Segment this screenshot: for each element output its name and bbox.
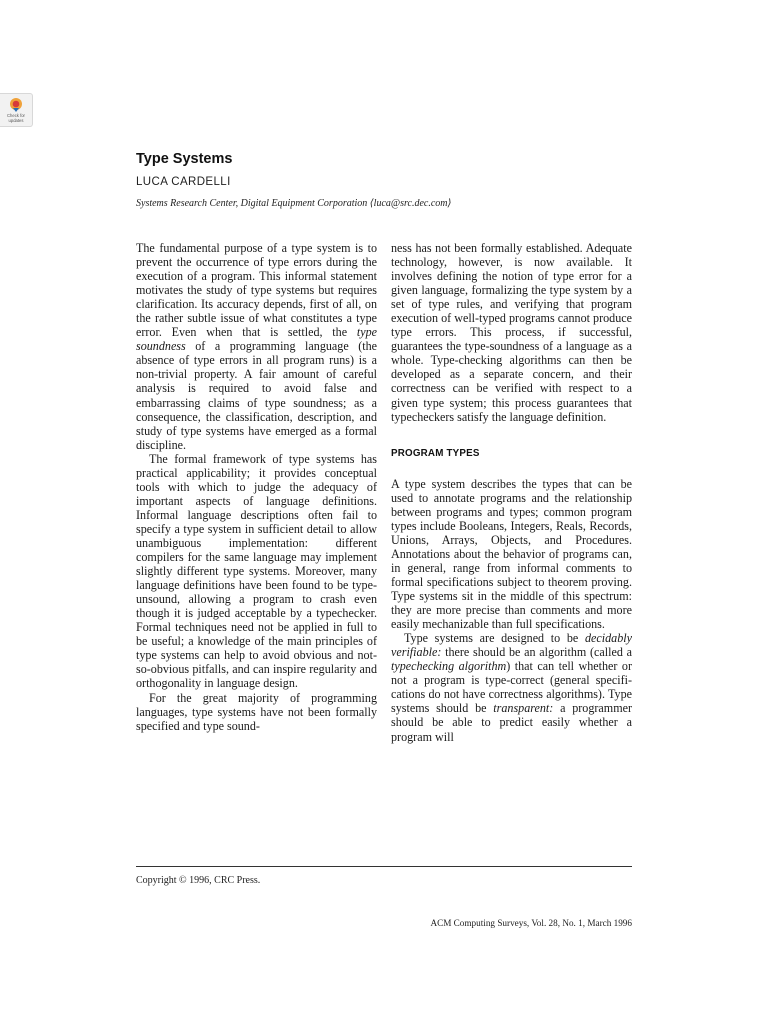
check-for-updates-badge[interactable] [0,93,33,127]
journal-citation: ACM Computing Surveys, Vol. 28, No. 1, March 1996 [430,918,632,928]
paragraph: For the great majority of programming languages, type systems have not been formally specified and type sound- [136,690,377,733]
emphasis: transparent: [493,701,554,716]
paragraph [391,631,632,743]
copyright-notice: Copyright © 1996, CRC Press. [136,875,261,886]
emphasis: decidably verifiable: [391,631,632,660]
emphasis: typechecking algorithm [391,659,507,674]
badge-label-line1: Check for [7,113,25,118]
update-ribbon-icon [8,97,24,113]
text-run: there should be an algorithm (called a [441,645,632,660]
paragraph [136,241,377,452]
text-run: ) that can tell whether or not a program is type-correct (general specifications do not have correctness algorithms). Type systems should be [391,659,632,716]
text-run: Type systems are designed to be [404,631,585,646]
paragraph: ness has not been formally established. Adequate technology, however, is now available. It involves defining the notion of type error for a given language, formalizing the type system by a set of type rules, and verifying that program execution of well-typed programs cannot produce type errors. This process, if successful, guarantees the type-soundness of a language as a whole. Type-checking algorithms can then be developed as a separate concern, and their correctness can be verified with respect to a given type system; this process guarantees that typecheckers satisfy the language definition. [391,241,632,424]
text-run: The fundamental purpose of a type system is to prevent the occurrence of type errors during the execution of a program. This informal statement motivates the study of type systems but requires clarification. Its accuracy depends, first of all, on the rather subtle issue of what constitutes a type error. Even when that is settled, the [136,241,377,340]
author-name: LUCA CARDELLI [136,176,231,188]
author-affiliation: Systems Research Center, Digital Equipment Corporation ⟨luca@src.dec.com⟩ [136,198,452,209]
left-column [136,241,377,733]
footer-divider [136,866,632,867]
paragraph: The formal framework of type systems has practical applicability; it provides conceptual tools with which to judge the adequacy of important aspects of language definitions. Informal language descriptions often fail to specify a type system in sufficient detail to allow unambiguous implementation: different compilers for the same language may implement slightly different type systems. Moreover, many language definitions have been found to be type-unsound, allowing a program to crash even though it is judged acceptable by a typechecker. Formal techniques need not be applied in full to be useful; a knowledge of the main principles of type systems can help to avoid obvious and not-so-obvious pitfalls, and can inspire regularity and orthogonality in language design. [136,451,377,691]
paragraph: A type system describes the types that can be used to annotate programs and the relationship between programs and types; common program types include Booleans, Integers, Reals, Records, Unions, Arrays, Objects, and Procedures. Annotations about the behavior of programs can, in general, range from informal comments to formal specifications subject to theorem proving. Type systems sit in the middle of this spectrum: they are more precise than comments and more easily mechanizable than full specifications. [391,476,632,632]
section-heading: PROGRAM TYPES [391,447,480,459]
text-run: a programmer should be able to predict easily whether a program will [391,701,632,744]
article-title: Type Systems [136,151,233,167]
badge-label [0,114,32,123]
text-run: of a programming language (the absence of type errors in all program runs) is a non-trivial property. A fair amount of careful analysis is required to avoid false and embarrassing claims of type soundness; as a consequence, the classification, description, and study of type systems have emerged as a formal discipline. [136,339,377,452]
right-column [391,241,632,744]
emphasis: type soundness [136,325,377,354]
badge-label-line2: updates [8,117,24,123]
